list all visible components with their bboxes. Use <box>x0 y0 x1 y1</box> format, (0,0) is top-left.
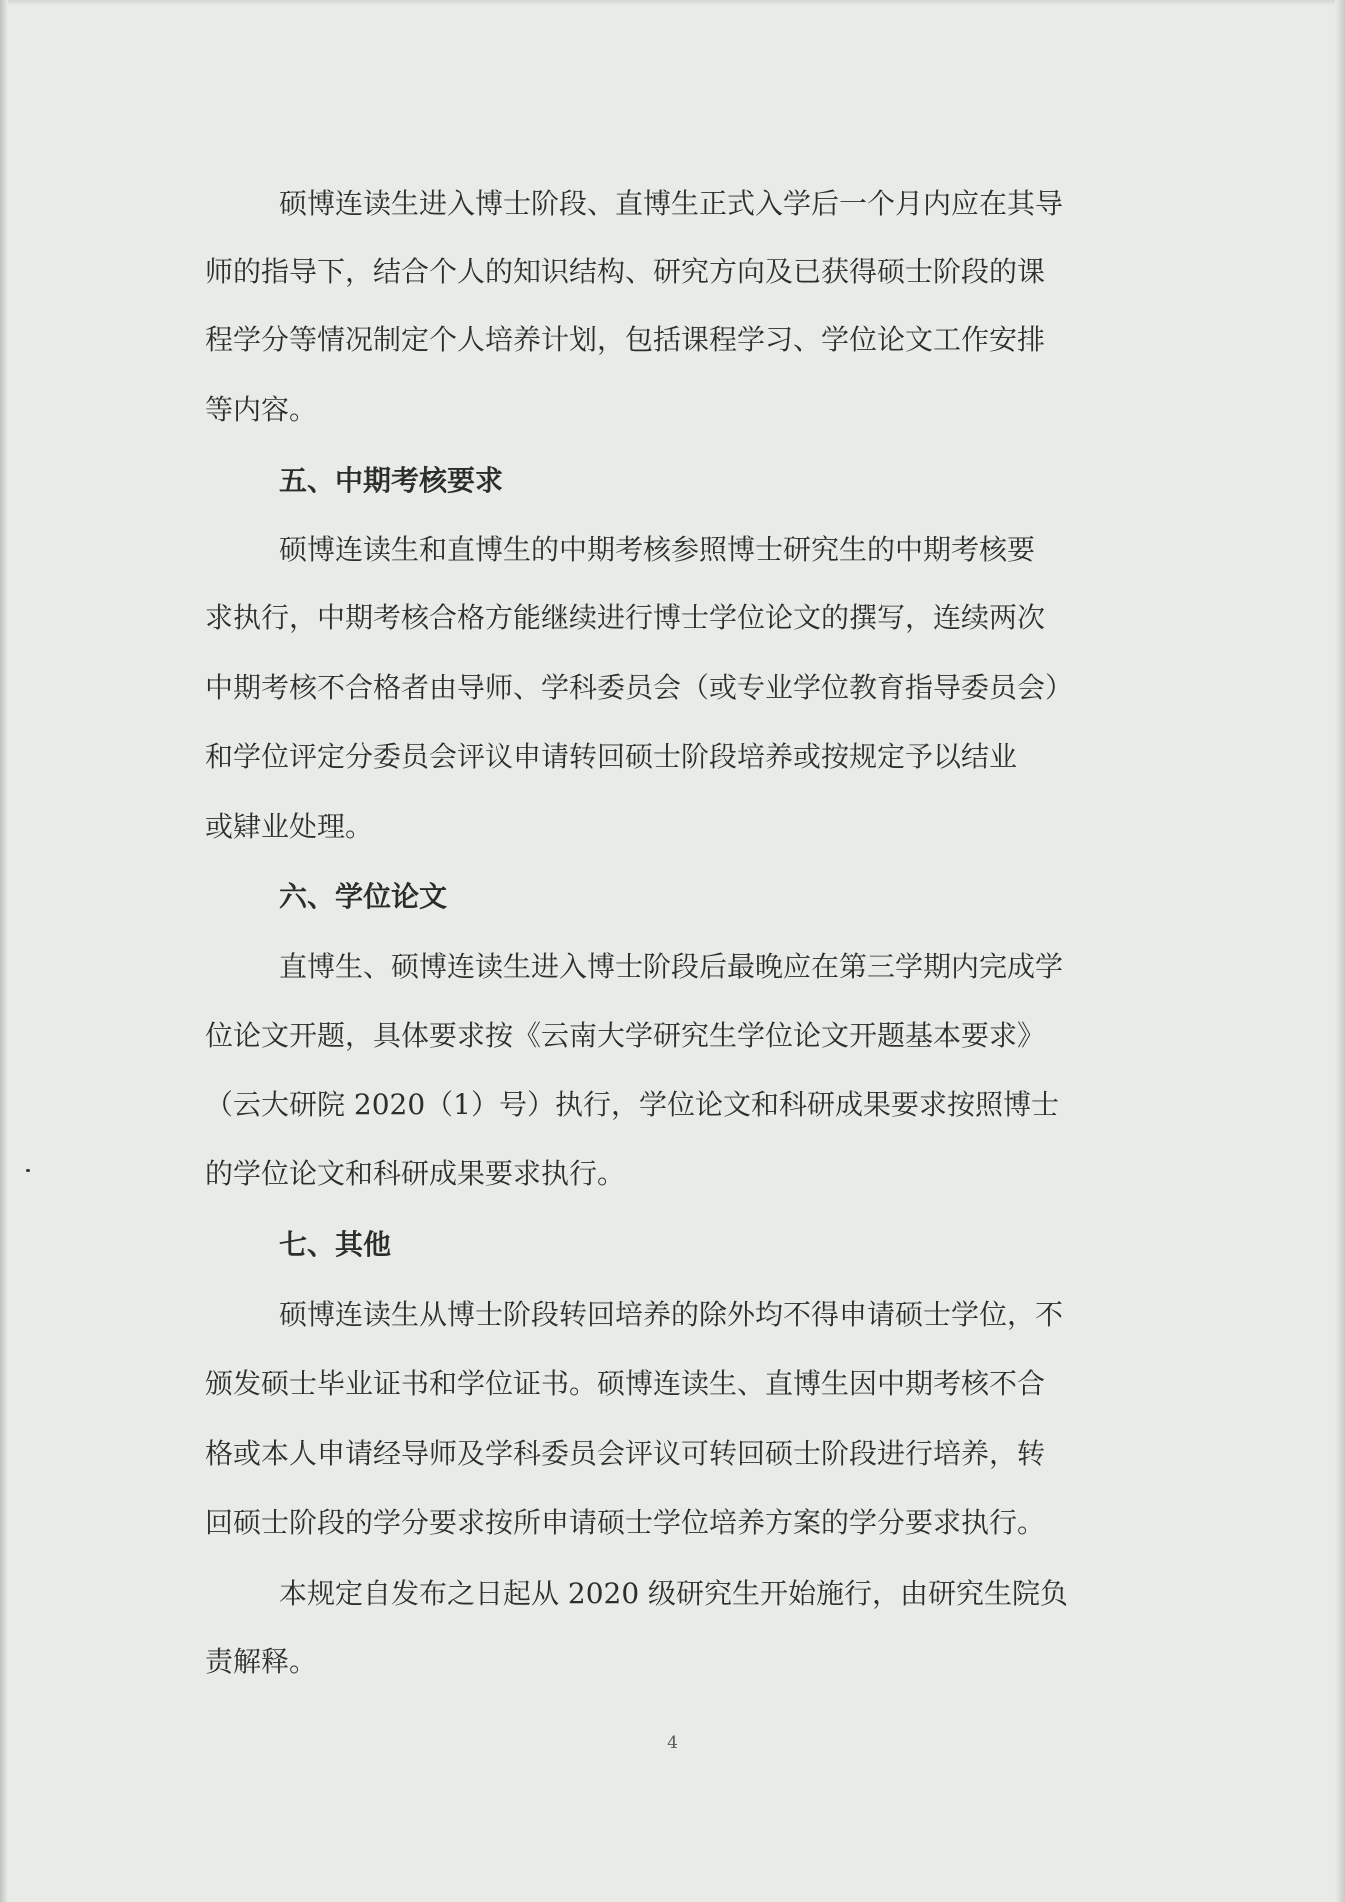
paragraph-4-line-1: 硕博连读生从博士阶段转回培养的除外均不得申请硕士学位，不 <box>279 1298 1064 1331</box>
paragraph-1-line-1: 硕博连读生进入博士阶段、直博生正式入学后一个月内应在其导 <box>279 187 1064 220</box>
paragraph-1-line-2: 师的指导下，结合个人的知识结构、研究方向及已获得硕士阶段的课 <box>205 255 1046 288</box>
section-heading-5: 五、中期考核要求 <box>279 464 504 497</box>
section-heading-6: 六、学位论文 <box>279 880 448 913</box>
paragraph-2-line-3: 中期考核不合格者由导师、学科委员会（或专业学位教育指导委员会） <box>205 671 1074 704</box>
paragraph-1-line-4: 等内容。 <box>205 393 318 426</box>
paragraph-4-line-2: 颁发硕士毕业证书和学位证书。硕博连读生、直博生因中期考核不合 <box>205 1367 1046 1400</box>
section-heading-7: 七、其他 <box>279 1228 392 1261</box>
paragraph-5-line-2: 责解释。 <box>205 1645 318 1678</box>
page-number: 4 <box>667 1733 678 1753</box>
paragraph-4-line-4: 回硕士阶段的学分要求按所申请硕士学位培养方案的学分要求执行。 <box>205 1506 1046 1539</box>
paragraph-5-line-1: 本规定自发布之日起从 2020 级研究生开始施行，由研究生院负 <box>279 1577 1069 1610</box>
paragraph-3-line-3: （云大研院 2020（1）号）执行，学位论文和科研成果要求按照博士 <box>205 1088 1059 1121</box>
paragraph-3-line-4: 的学位论文和科研成果要求执行。 <box>205 1157 626 1190</box>
paragraph-2-line-4: 和学位评定分委员会评议申请转回硕士阶段培养或按规定予以结业 <box>205 740 1018 773</box>
paragraph-4-line-3: 格或本人申请经导师及学科委员会评议可转回硕士阶段进行培养，转 <box>205 1437 1046 1470</box>
paragraph-2-line-5: 或肄业处理。 <box>205 810 374 843</box>
paragraph-2-line-1: 硕博连读生和直博生的中期考核参照博士研究生的中期考核要 <box>279 533 1036 566</box>
paragraph-3-line-2: 位论文开题，具体要求按《云南大学研究生学位论文开题基本要求》 <box>205 1019 1046 1052</box>
paragraph-1-line-3: 程学分等情况制定个人培养计划，包括课程学习、学位论文工作安排 <box>205 323 1046 356</box>
paragraph-3-line-1: 直博生、硕博连读生进入博士阶段后最晚应在第三学期内完成学 <box>279 950 1064 983</box>
paragraph-2-line-2: 求执行，中期考核合格方能继续进行博士学位论文的撰写，连续两次 <box>205 601 1046 634</box>
